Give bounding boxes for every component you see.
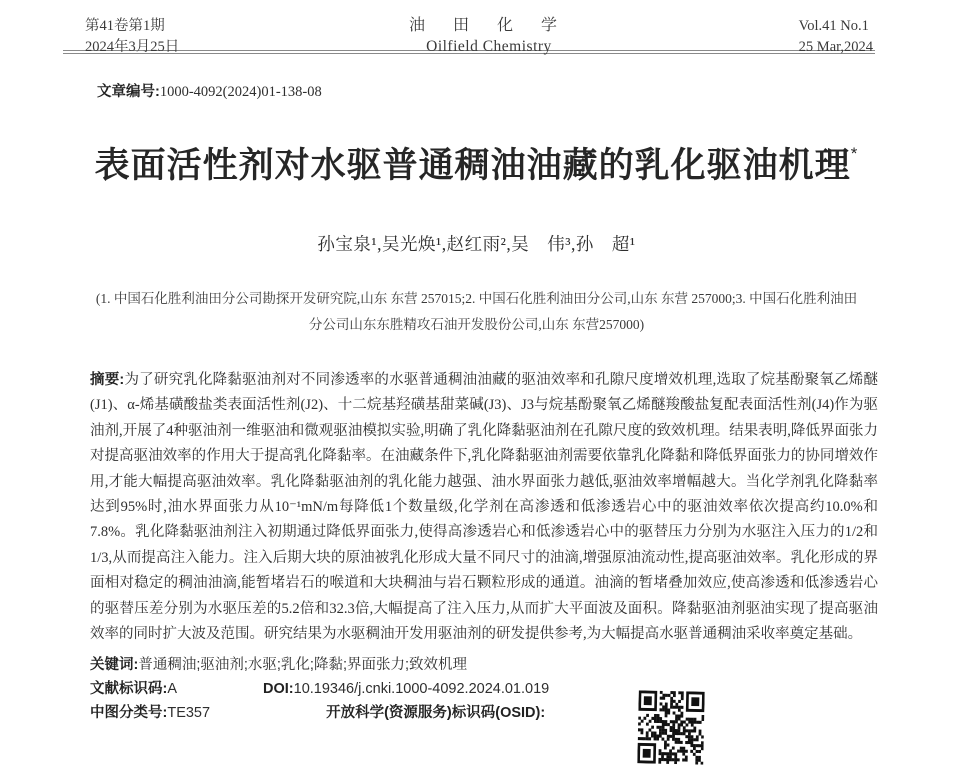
doc-code-value: A bbox=[167, 681, 178, 698]
journal-title-en: Oilfield Chemistry bbox=[426, 38, 552, 55]
article-id-line bbox=[97, 80, 953, 101]
journal-title-block bbox=[409, 16, 569, 58]
authors-line: 孙宝泉¹,吴光焕¹,赵红雨²,吴 伟³,孙 超¹ bbox=[317, 234, 636, 254]
journal-vol-en: Vol.41 No.1 bbox=[798, 18, 869, 34]
journal-issue-block bbox=[85, 16, 179, 58]
clc-value: TE357 bbox=[167, 705, 211, 722]
doi-label: DOI: bbox=[263, 681, 294, 698]
clc-label: 中图分类号: bbox=[90, 705, 168, 722]
journal-date-cn: 2024年3月25日 bbox=[85, 39, 180, 55]
doc-code-label: 文献标识码: bbox=[90, 681, 168, 698]
journal-issue-cn: 第41卷第1期 bbox=[85, 18, 165, 34]
article-title-text: 表面活性剂对水驱普通稠油油藏的乳化驱油机理 bbox=[94, 146, 851, 185]
affiliation-block bbox=[77, 286, 877, 338]
doc-code-doi-line bbox=[90, 677, 878, 701]
journal-title-cn: 油 田 化 学 bbox=[408, 17, 569, 34]
page-title bbox=[0, 131, 953, 189]
keywords-label: 关键词: bbox=[90, 657, 139, 674]
keywords-value: 普通稠油;驱油剂;水驱;乳化;降黏;界面张力;致效机理 bbox=[138, 657, 468, 674]
article-id-label: 文章编号: bbox=[97, 84, 160, 100]
affiliation-line2: 分公司山东东胜精攻石油开发股份公司,山东 东营257000) bbox=[308, 317, 645, 332]
journal-header bbox=[0, 0, 953, 55]
journal-vol-block bbox=[799, 16, 873, 58]
title-footnote-mark: * bbox=[850, 144, 859, 163]
journal-date-en: 25 Mar,2024 bbox=[798, 39, 873, 55]
doi-value: 10.19346/j.cnki.1000-4092.2024.01.019 bbox=[293, 681, 550, 698]
affiliation-line1: (1. 中国石化胜利油田分公司勘探开发研究院,山东 东营 257015;2. 中国石化胜利油田分公司,山东 东营 257000;3. 中国石化胜利油田 bbox=[95, 291, 858, 306]
keywords-line bbox=[90, 653, 878, 677]
osid-label: 开放科学(资源服务)标识码(OSID): bbox=[326, 705, 546, 722]
abstract-label: 摘要: bbox=[90, 372, 125, 388]
qr-code-icon bbox=[637, 690, 705, 764]
abstract-paragraph bbox=[90, 368, 878, 647]
abstract-text: 为了研究乳化降黏驱油剂对不同渗透率的水驱普通稠油油藏的驱油效率和孔隙尺度增效机理,选取了烷基酚聚氧乙烯醚(J1)、α-烯基磺酸盐类表面活性剂(J2)、十二烷基羟磺基甜菜碱(J3)、J3与烷基酚聚氧乙烯醚羧酸盐复配表面活性剂(J4)作为驱油剂,开展了4种驱油剂一维驱油和微观驱油模拟实验,明确了乳化降黏驱油剂在孔隙尺度的致效机理。结果表明,降低界面张力对提高驱油效率的作用大于提高乳化降黏率。在油藏条件下,乳化降黏驱油剂需要依靠乳化降黏和降低界面张力的协同增效作用,才能大幅提高驱油效率。乳化降黏驱油剂的乳化能力越强、油水界面张力越低,驱油效率增幅越大。当化学剂乳化降黏率达到95%时,油水界面张力从10⁻¹mN/m每降低1个数量级,化学剂在高渗透和低渗透岩心中的驱油效率依次提高约10.0%和7.8%。乳化降黏驱油剂注入初期通过降低界面张力,使得高渗透岩心和低渗透岩心中的驱替压力分别为水驱注入压力的1/2和1/3,从而提高注入能力。注入后期大块的原油被乳化形成大量不同尺寸的油滴,增强原油流动性,提高驱油效率。乳化形成的界面相对稳定的稠油油滴,能暂堵岩石的喉道和大块稠油与岩石颗粒形成的通道。油滴的暂堵叠加效应,使高渗透和低渗透岩心的驱替压差分别为水驱压差的5.2倍和32.3倍,大幅提高了注入压力,从而扩大平面波及面积。降黏驱油剂驱油实现了提高驱油效率的同时扩大波及范围。研究结果为水驱稠油开发用驱油剂的研发提供参考,为大幅提高水驱普通稠油采收率奠定基础。 bbox=[90, 372, 878, 643]
clc-osid-line bbox=[90, 701, 878, 725]
article-id-value: 1000-4092(2024)01-138-08 bbox=[159, 84, 322, 100]
